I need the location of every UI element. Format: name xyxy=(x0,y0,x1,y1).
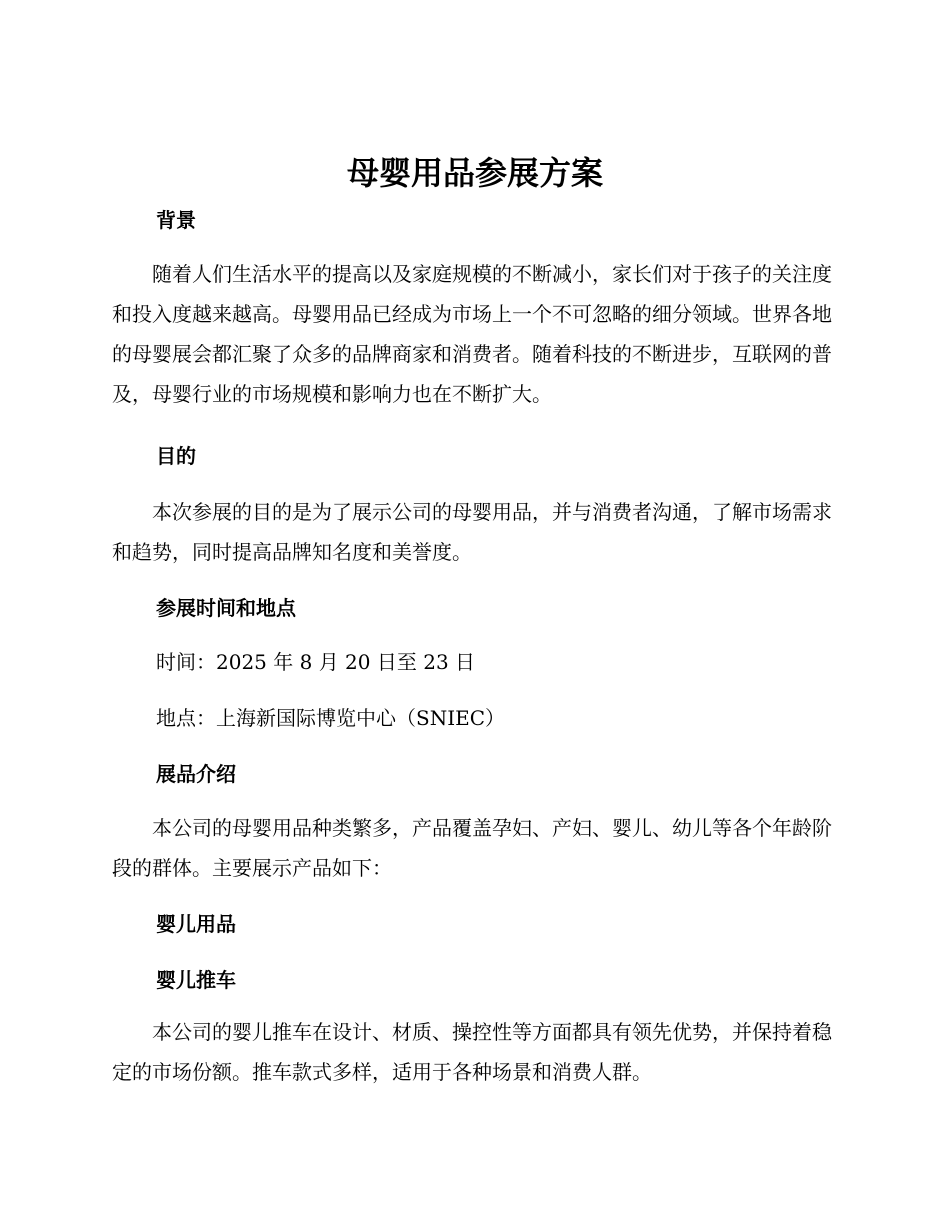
paragraph-stroller: 本公司的婴儿推车在设计、材质、操控性等方面都具有领先优势，并保持着稳定的市场份额。推车款式多样，适用于各种场景和消费人群。 xyxy=(112,1020,832,1084)
document-title: 母婴用品参展方案 xyxy=(346,154,603,192)
exhibition-time: 时间：2025 年 8 月 20 日至 23 日 xyxy=(156,650,476,674)
paragraph-products: 本公司的母婴用品种类繁多，产品覆盖孕妇、产妇、婴儿、幼儿等各个年龄阶段的群体。主要展示产品如下： xyxy=(112,816,832,880)
paragraph-purpose: 本次参展的目的是为了展示公司的母婴用品，并与消费者沟通，了解市场需求和趋势，同时提高品牌知名度和美誉度。 xyxy=(112,500,832,564)
section-heading-purpose: 目的 xyxy=(156,444,196,468)
paragraph-background: 随着人们生活水平的提高以及家庭规模的不断减小，家长们对于孩子的关注度和投入度越来越高。母婴用品已经成为市场上一个不可忽略的细分领域。世界各地的母婴展会都汇聚了众多的品牌商家和消费者。随着科技的不断进步，互联网的普及，母婴行业的市场规模和影响力也在不断扩大。 xyxy=(112,262,832,406)
section-heading-background: 背景 xyxy=(156,208,196,232)
exhibition-location: 地点：上海新国际博览中心（SNIEC） xyxy=(156,706,506,730)
section-heading-stroller: 婴儿推车 xyxy=(156,968,236,992)
section-heading-products: 展品介绍 xyxy=(156,762,236,786)
section-heading-baby-products: 婴儿用品 xyxy=(156,912,236,936)
section-heading-time-location: 参展时间和地点 xyxy=(156,596,296,620)
